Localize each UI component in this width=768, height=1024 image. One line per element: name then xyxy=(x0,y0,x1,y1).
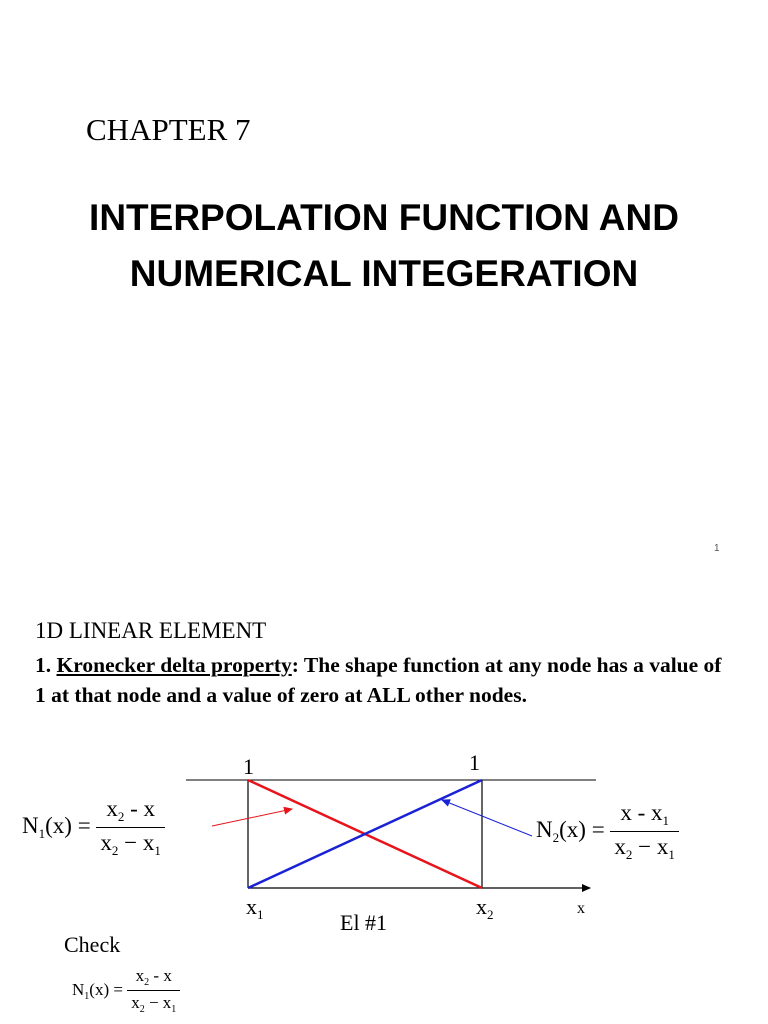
check-label: Check xyxy=(64,932,121,957)
section-label: 1D LINEAR ELEMENT xyxy=(35,618,267,643)
property-number: 1. xyxy=(35,653,57,677)
property-paragraph xyxy=(35,650,735,710)
property-description: : The shape function at any node has a value of 1 at that node and a value of zero at ALL other nodes. xyxy=(35,653,722,707)
slide-title-line-2: NUMERICAL INTEGERATION xyxy=(129,253,639,294)
chapter-heading: CHAPTER 7 xyxy=(86,112,251,147)
page-number: 1 xyxy=(714,543,720,554)
n2-formula: $N_2(x)$ = $\frac{x - x_1}{x_2 - x_1}$ xyxy=(536,800,679,863)
node2-label: $x_2$ xyxy=(476,894,494,922)
x-axis-label: x xyxy=(577,900,585,917)
node2-value-label: 1 xyxy=(469,750,480,775)
n1-pointer-arrow xyxy=(212,809,292,826)
slide-title-line-1: INTERPOLATION FUNCTION AND xyxy=(89,197,679,238)
property-name: Kronecker delta property xyxy=(56,653,292,677)
node1-value-label: 1 xyxy=(243,754,254,779)
element-label: El #1 xyxy=(340,910,388,935)
n1-formula: $N_1(x)$ = $\frac{x_2 - x}{x_2 - x_1}$ xyxy=(22,796,165,859)
check-formula: $N_1(x)$ = $\frac{x_2 - x}{x_2 - x_1}$ xyxy=(72,966,180,1015)
node1-label: $x_1$ xyxy=(246,894,264,922)
n2-pointer-arrow xyxy=(442,800,532,836)
